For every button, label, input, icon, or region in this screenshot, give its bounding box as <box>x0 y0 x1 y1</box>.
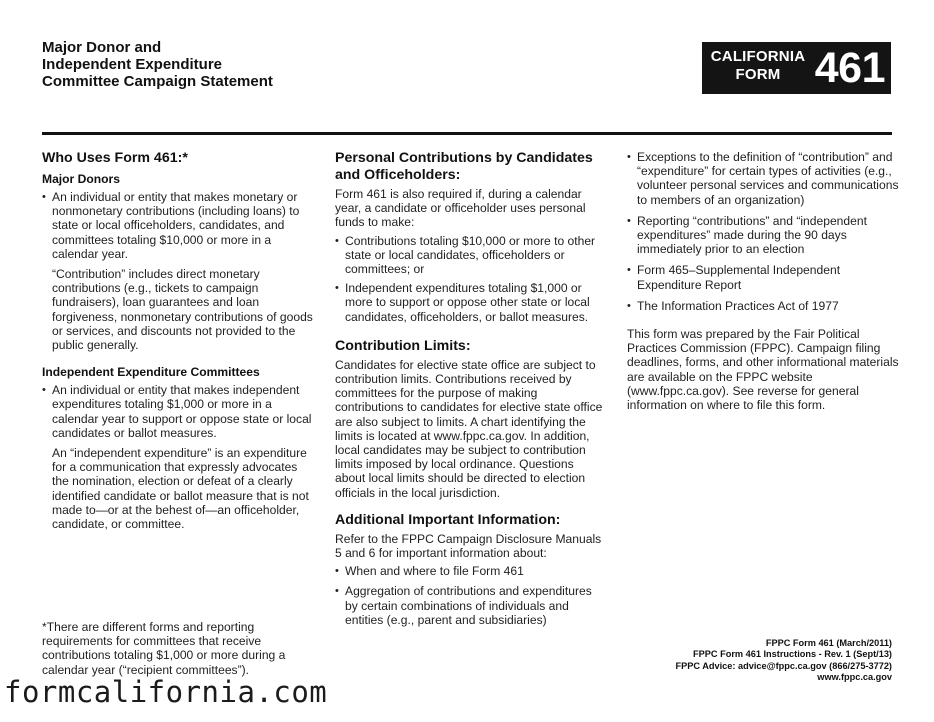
list-item: • Reporting “contributions” and “independent expenditures” made during the 90 days immediately prior to an election <box>627 214 899 257</box>
list-item: • Independent expenditures totaling $1,000 or more to support or oppose other state or local candidates, officeholders, or ballot measures. <box>335 281 605 324</box>
list-item: • An individual or entity that makes independent expenditures totaling $1,000 or more in a calendar year to support or oppose state or local candidates or ballot measures. <box>42 383 314 440</box>
list-item: • The Information Practices Act of 1977 <box>627 299 899 313</box>
additional-info-list <box>335 564 605 627</box>
contribution-limits-text: Candidates for elective state office are subject to contribution limits. Contributions received by committees for the purpose of making contributions to candidates for elective state office are also subject to limits. A chart identifying the limits is located at www.fppc.ca.gov. In addition, local candidates may be subject to contribution limits imposed by local ordinance. Questions about local limits should be directed to election officials in the local jurisdiction. <box>335 357 603 500</box>
footer-form-version: FPPC Form 461 (March/2011) <box>765 638 892 648</box>
title-line-1: Major Donor and <box>42 39 162 56</box>
list-item: • An individual or entity that makes monetary or nonmonetary contributions (including loans) to state or local officeholders, candidates, and committees totaling $10,000 or more in a calendar year. <box>42 190 314 261</box>
footer-website: www.fppc.ca.gov <box>817 671 892 682</box>
list-item: • Form 465–Supplemental Independent Expenditure Report <box>627 263 899 291</box>
list-item: • Aggregation of contributions and expenditures by certain combinations of individuals and entities (e.g., parent and subsidiaries) <box>335 584 605 627</box>
column-contributions <box>335 150 605 627</box>
personal-contributions-intro: Form 461 is also required if, during a calendar year, a candidate or officeholder uses personal funds to make: <box>335 187 586 230</box>
prepared-by-text: This form was prepared by the Fair Political Practices Commission (FPPC). Campaign filing deadlines, forms, and other informational materials are available on the FPPC website (www.fppc.ca.gov). See reverse for general information on where to file this form. <box>627 327 899 413</box>
badge-state: CALIFORNIA <box>710 48 806 65</box>
form-footer-info <box>676 638 892 683</box>
contribution-limits-heading: Contribution Limits: <box>335 337 471 354</box>
personal-contributions-heading: Personal Contributions by Candidates and Officeholders: <box>335 150 593 183</box>
footnote: *There are different forms and reporting requirements for committees that receive contributions totaling $1,000 or more during a calendar year (“recipient committees”). <box>42 620 286 677</box>
header-divider <box>42 132 892 135</box>
column-more-info <box>627 150 899 412</box>
who-uses-heading: Who Uses Form 461:* <box>42 150 188 166</box>
major-donors-list <box>42 190 314 261</box>
badge-label <box>708 48 808 84</box>
title-line-3: Committee Campaign Statement <box>42 73 273 90</box>
more-info-list <box>627 150 899 313</box>
site-watermark: formcalifornia.com <box>4 675 328 709</box>
major-donors-heading: Major Donors <box>42 172 120 186</box>
additional-info-heading: Additional Important Information: <box>335 511 561 528</box>
list-item: • Contributions totaling $10,000 or more to other state or local candidates, officeholders or committees; or <box>335 234 605 277</box>
personal-contributions-list <box>335 234 605 324</box>
list-item: • Exceptions to the definition of “contribution” and “expenditure” for certain types of activities (e.g., volunteer personal services and communications to members of an organization) <box>627 150 899 207</box>
contribution-definition: “Contribution” includes direct monetary contributions (e.g., tickets to campaign fundraisers), loan guarantees and loan forgiveness, nonmonetary contributions of goods or services, and discounts not provided to the public generally. <box>52 267 313 353</box>
badge-number: 461 <box>814 44 885 92</box>
footer-advice-contact: FPPC Advice: advice@fppc.ca.gov (866/275-3772) <box>675 660 892 671</box>
title-line-2: Independent Expenditure <box>42 56 223 73</box>
iec-heading: Independent Expenditure Committees <box>42 365 260 380</box>
footer-instructions-rev: FPPC Form 461 Instructions - Rev. 1 (Sept/13) <box>693 649 892 660</box>
form-number-badge <box>702 42 891 94</box>
list-item: • When and where to file Form 461 <box>335 564 605 578</box>
form-title <box>42 39 382 90</box>
badge-form-word: FORM <box>735 66 781 83</box>
iec-list <box>42 383 314 440</box>
additional-info-intro: Refer to the FPPC Campaign Disclosure Manuals 5 and 6 for important information about: <box>335 531 602 561</box>
column-who-uses <box>42 150 314 531</box>
independent-expenditure-definition: An “independent expenditure” is an expenditure for a communication that expressly advocates the nomination, election or defeat of a clearly identified candidate or ballot measure that is not made to—or at the behest of—an officeholder, candidate, or committee. <box>52 446 309 532</box>
